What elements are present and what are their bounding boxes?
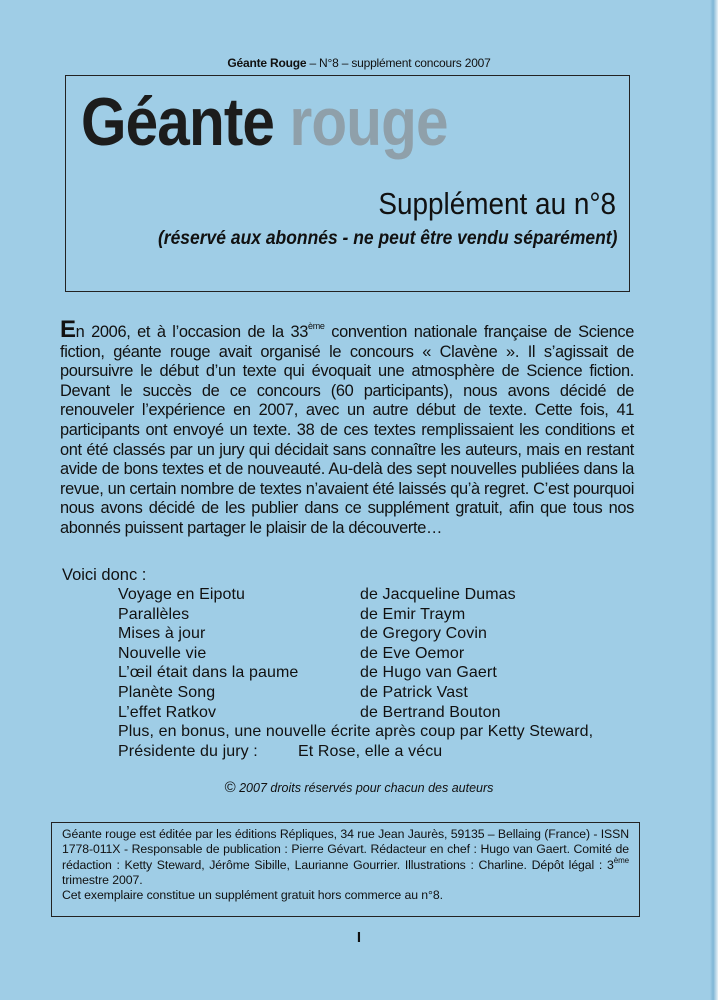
work-author: de Eve Oemor — [360, 644, 465, 662]
list-item — [118, 663, 658, 683]
colophon-box — [51, 822, 640, 917]
list-item — [118, 585, 658, 605]
title-box — [65, 75, 630, 292]
logo — [81, 82, 448, 162]
list-item — [118, 644, 658, 664]
logo-word-geante: Géante — [81, 84, 275, 160]
logo-word-rouge: rouge — [289, 84, 448, 160]
intro-superscript: ème — [308, 321, 325, 331]
intro-text-1: n 2006, et à l’occasion de la 33 — [75, 323, 309, 341]
work-author: de Gregory Covin — [360, 625, 487, 643]
work-author: de Patrick Vast — [360, 683, 468, 701]
list-item — [118, 683, 658, 703]
work-title: Voyage en Eipotu — [118, 586, 246, 603]
work-title: L’œil était dans la paume — [118, 664, 299, 682]
page-number: I — [356, 929, 362, 946]
header-issue: – N°8 – supplément concours 2007 — [306, 56, 491, 70]
president-row — [118, 742, 658, 762]
work-title: Mises à jour — [118, 625, 206, 643]
copyright-icon: © — [224, 779, 236, 796]
contents-lead: Voici donc : — [62, 566, 147, 584]
list-item — [118, 624, 658, 644]
page-edge — [710, 0, 718, 1000]
list-item — [118, 605, 658, 625]
colophon-superscript: ème — [613, 855, 629, 865]
president-label: Présidente du jury : — [118, 742, 258, 760]
intro-text-2: convention nationale française de Science fiction, géante rouge avait organisé le concours « Clavène ». Il s’agissait de poursuivre le début d’un texte qui évoquait une atmosphère de Science fiction. Devant le succès de ce concours (60 participants), nous avons décidé de renouveler l’expérience en 2007, avec un autre début de texte. Cette fois, 41 participants ont envoyé un texte. 38 de ces textes remplissaient les conditions et ont été classés par un jury qui décidait sans connaître les auteurs, mais en restant avide de bons textes et de nouveauté. Au-delà des sept nouvelles publiées dans la revue, un certain nombre de textes n’avaient été laissés qu’à regret. C’est pourquoi nous avons décidé de les publier dans ce supplément gratuit, afin que tous nos abonnés puissent partager le plaisir de la découverte… — [60, 323, 634, 537]
president-work: Et Rose, elle a vécu — [298, 742, 443, 760]
colophon-text-2: trimestre 2007. — [62, 872, 143, 887]
colophon-text-1: Géante rouge est éditée par les éditions Répliques, 34 rue Jean Jaurès, 59135 – Bellaing (France) - ISSN 1778-011X - Responsable de publication : Pierre Gévart. Rédacteur en chef : Hugo van Gaert. Comité de rédaction : Ketty Steward, Jérôme Sibille, Laurianne Gourrier. Illustrations : Charline. Dépôt légal : 3 — [62, 827, 629, 872]
header-brand: Géante Rouge — [227, 56, 307, 70]
work-author: de Emir Traym — [360, 605, 466, 623]
bonus-line: Plus, en bonus, une nouvelle écrite après coup par Ketty Steward, — [118, 723, 594, 741]
subscriber-note: (réservé aux abonnés - ne peut être vendu séparément) — [157, 228, 617, 249]
copyright-notice — [0, 779, 718, 796]
supplement-title: Supplément au n°8 — [378, 186, 616, 221]
colophon-last-line: Cet exemplaire constitue un supplément gratuit hors commerce au n°8. — [62, 888, 443, 903]
copyright-text: 2007 droits réservés pour chacun des auteurs — [235, 781, 494, 795]
work-author: de Jacqueline Dumas — [360, 586, 516, 603]
work-title: Planète Song — [118, 683, 216, 701]
drop-cap: E — [60, 316, 76, 343]
work-title: Nouvelle vie — [118, 644, 207, 662]
list-item — [118, 703, 658, 723]
intro-paragraph — [60, 316, 634, 539]
work-author: de Bertrand Bouton — [360, 703, 501, 721]
work-author: de Hugo van Gaert — [360, 664, 497, 682]
work-title: Parallèles — [118, 605, 190, 623]
work-title: L’effet Ratkov — [118, 703, 217, 721]
contents-list — [118, 585, 658, 761]
running-header — [0, 56, 718, 70]
